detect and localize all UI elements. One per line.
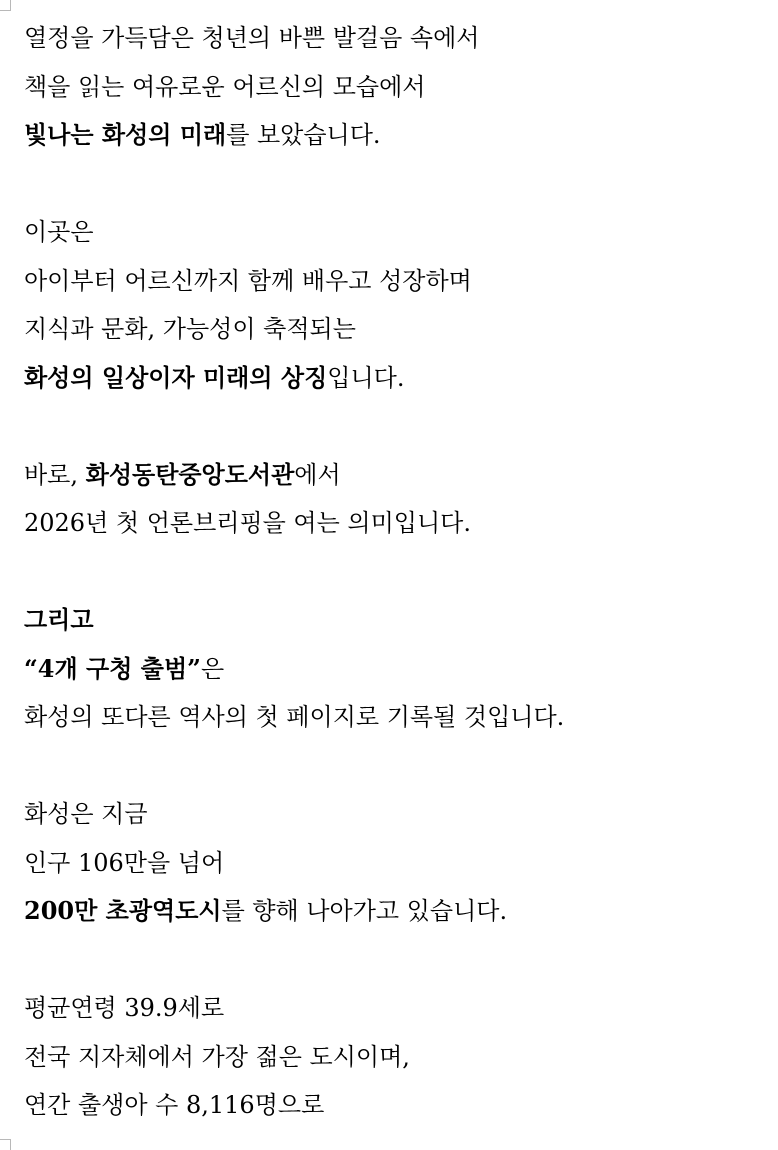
text-line <box>24 14 764 63</box>
text-segment: 에서 <box>294 460 341 489</box>
text-line <box>24 1081 764 1130</box>
text-line <box>24 887 764 936</box>
text-line <box>24 645 764 694</box>
blank-line <box>24 548 764 597</box>
blank-line <box>24 402 764 451</box>
text-segment: 책을 읽는 여유로운 어르신의 모습에서 <box>24 72 426 101</box>
text-line <box>24 63 764 112</box>
text-segment: 2026년 첫 언론브리핑을 여는 의미입니다. <box>24 509 471 537</box>
text-segment: 입니다. <box>327 363 405 392</box>
text-segment: 열정을 가득담은 청년의 바쁜 발걸음 속에서 <box>24 24 480 52</box>
bold-text-segment: 빛나는 화성의 미래 <box>24 120 227 149</box>
text-segment: 화성은 지금 <box>24 800 148 828</box>
blank-line <box>24 160 764 209</box>
text-line <box>24 1033 764 1082</box>
text-segment: 를 향해 나아가고 있습니다. <box>221 897 508 925</box>
text-segment: 전국 지자체에서 가장 젊은 도시이며, <box>24 1042 410 1071</box>
bold-text-segment: 그리고 <box>24 605 94 634</box>
text-segment: 화성의 또다른 역사의 첫 페이지로 기록될 것입니다. <box>24 703 565 731</box>
text-line <box>24 596 764 645</box>
document-body <box>24 14 764 1130</box>
text-line <box>24 354 764 403</box>
text-line <box>24 451 764 500</box>
bold-text-segment: 화성의 일상이자 미래의 상징 <box>24 362 328 392</box>
text-segment: 바로, <box>24 460 86 489</box>
text-segment: 지식과 문화, 가능성이 축적되는 <box>24 315 356 343</box>
text-line <box>24 839 764 888</box>
text-segment: 이곳은 <box>24 218 94 246</box>
text-line <box>24 693 764 742</box>
text-line <box>24 499 764 548</box>
bold-text-segment: 200만 초광역도시 <box>24 896 222 925</box>
bold-text-segment: 화성동탄중앙도서관 <box>85 459 295 489</box>
text-segment: 은 <box>200 654 225 683</box>
text-line <box>24 305 764 354</box>
text-segment: 연간 출생아 수 8,116명으로 <box>24 1091 325 1119</box>
text-line <box>24 790 764 839</box>
text-line <box>24 111 764 160</box>
page-corner-marker-top <box>0 0 11 11</box>
text-line <box>24 257 764 306</box>
page-corner-marker-bottom <box>0 1139 11 1150</box>
text-segment: 아이부터 어르신까지 함께 배우고 성장하며 <box>24 266 472 295</box>
text-segment: 인구 106만을 넘어 <box>24 848 225 877</box>
text-segment: 평균연령 39.9세로 <box>24 994 225 1022</box>
text-line <box>24 984 764 1033</box>
blank-line <box>24 742 764 791</box>
text-line <box>24 208 764 257</box>
bold-text-segment: “4개 구청 출범” <box>24 653 201 683</box>
blank-line <box>24 936 764 985</box>
text-segment: 를 보았습니다. <box>226 121 381 149</box>
